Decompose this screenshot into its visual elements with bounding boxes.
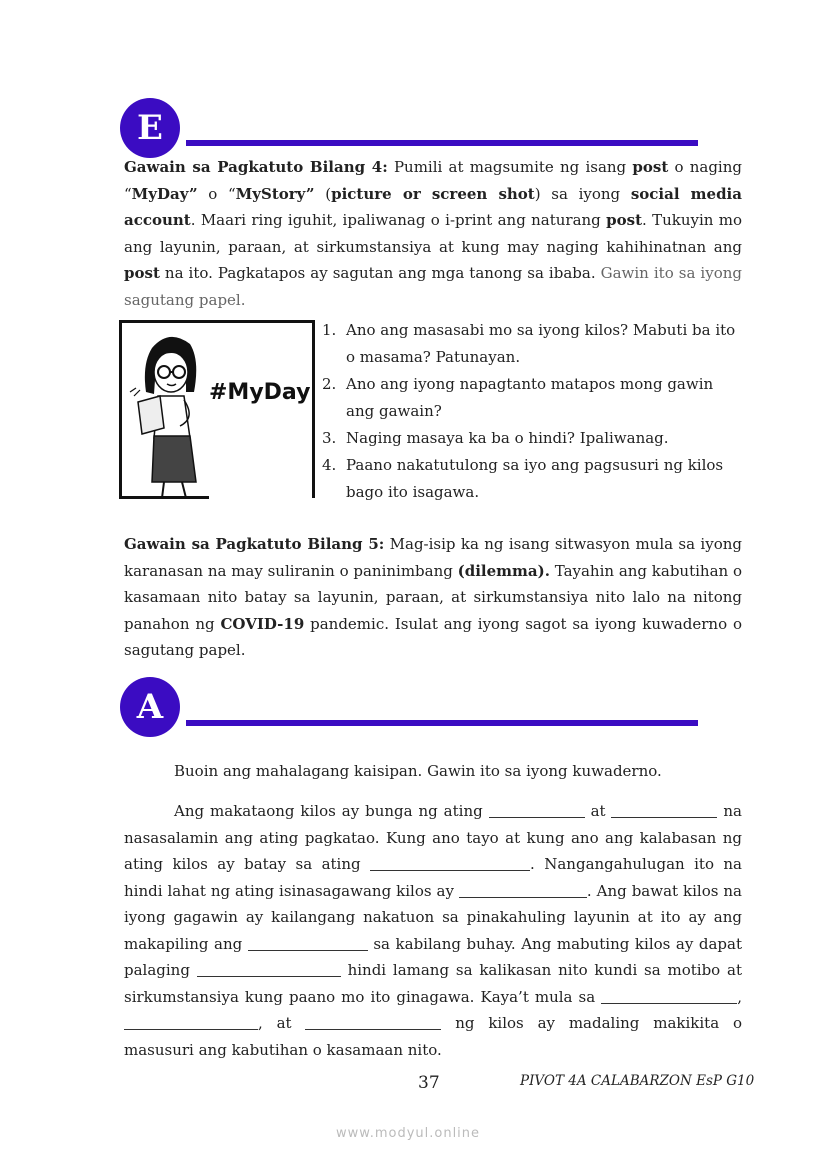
text: Mag-isip ka ng isang sitwasyon mula sa iyong karanasan na may suliranin o paninimbang <box>124 535 742 580</box>
footer-tag: PIVOT 4A CALABARZON EsP G10 <box>520 1073 755 1089</box>
reflection-questions <box>322 317 742 506</box>
text: , at <box>258 1014 306 1032</box>
fill-in-blanks-paragraph <box>124 798 742 1063</box>
question-number: 3. <box>322 429 337 447</box>
question-item <box>322 317 742 371</box>
text: o “ <box>197 184 236 203</box>
text: Pumili at magsumite ng isang <box>387 158 633 176</box>
question-number: 4. <box>322 456 337 474</box>
site-watermark: www.modyul.online <box>336 1126 481 1141</box>
question-text: Ano ang masasabi mo sa iyong kilos? Mabuti ba ito o masama? Patunayan. <box>346 321 736 366</box>
text: ( <box>314 184 332 203</box>
blank-field[interactable] <box>459 882 587 898</box>
text: na ito. Pagkatapos ay sagutan ang mga tanong sa ibaba. <box>159 264 601 282</box>
text: o naging “ <box>124 158 742 203</box>
question-text: Naging masaya ka ba o hindi? Ipaliwanag. <box>346 429 669 447</box>
text: Tayahin ang kabutihan o kasamaan nito batay sa layunin, paraan, at sirkumstansiya nito lalo na nitong panahon ng <box>124 561 742 633</box>
post-term: post <box>632 158 669 176</box>
girl-reading-illustration <box>124 326 214 498</box>
question-text: Paano nakatutulong sa iyo ang pagsusuri ng kilos bago ito isagawa. <box>346 456 724 501</box>
text: . Maari ring iguhit, ipaliwanag o i-print ang naturang <box>190 211 607 229</box>
section-a-divider <box>186 720 698 726</box>
post-term: post <box>606 211 642 229</box>
activity-5-label: Gawain sa Pagkatuto Bilang 5: <box>124 535 385 553</box>
question-item <box>322 371 742 425</box>
text: . Nangangahulugan ito na hindi lahat ng ating isinasagawang kilos ay <box>124 855 742 900</box>
social-media-term: social media account <box>124 184 742 229</box>
activity-4-label: Gawain sa Pagkatuto Bilang 4: <box>124 158 388 176</box>
text: hindi lamang sa kalikasan nito kundi sa motibo at sirkumstansiya kung paano mo ito ginagawa. Kaya’t mula sa <box>124 961 742 1006</box>
section-e-badge: E <box>120 98 180 158</box>
text: Ang makataong kilos ay bunga ng ating <box>174 802 489 820</box>
blank-field[interactable] <box>197 961 341 977</box>
text: ng kilos ay madaling makikita o masusuri ang kabutihan o kasamaan nito. <box>124 1014 742 1059</box>
activity-5-paragraph <box>124 531 742 664</box>
post-term: post <box>124 264 160 282</box>
text: , <box>737 987 742 1006</box>
question-text: Ano ang iyong napagtanto matapos mong gawin ang gawain? <box>346 375 714 420</box>
section-a-instruction: Buoin ang mahalagang kaisipan. Gawin ito sa iyong kuwaderno. <box>174 762 662 780</box>
blank-field[interactable] <box>611 802 717 818</box>
question-number: 2. <box>322 375 337 393</box>
question-number: 1. <box>322 321 337 339</box>
myday-term: MyDay” <box>131 184 198 203</box>
dilemma-term: (dilemma). <box>457 561 550 580</box>
picture-term: picture or screen shot <box>331 184 535 203</box>
question-item <box>322 452 742 506</box>
blank-field[interactable] <box>248 935 368 951</box>
text: at <box>584 802 612 820</box>
section-e-divider <box>186 140 698 146</box>
activity-4-paragraph <box>124 154 742 313</box>
blank-field[interactable] <box>124 1014 258 1030</box>
text: ) sa iyong <box>534 184 631 203</box>
blank-field[interactable] <box>489 802 585 818</box>
covid-term: COVID-19 <box>220 614 305 633</box>
instruction-note: Gawin ito sa iyong sagutang papel. <box>124 264 743 309</box>
blank-field[interactable] <box>601 988 737 1004</box>
blank-field[interactable] <box>370 855 530 871</box>
section-a-badge: A <box>120 677 180 737</box>
question-item <box>322 425 742 452</box>
myday-label: #MyDay <box>209 380 311 405</box>
text: . Tukuyin mo ang layunin, paraan, at sirkumstansiya at kung may naging kahihinatnan ang <box>124 211 743 256</box>
text: pandemic. Isulat ang iyong sagot sa iyong kuwaderno o sagutang papel. <box>124 614 742 659</box>
text: na nasasalamin ang ating pagkatao. Kung ano tayo at kung ano ang kalabasan ng ating kilos ay batay sa ating <box>124 802 742 873</box>
blank-field[interactable] <box>305 1014 441 1030</box>
text: . Ang bawat kilos na iyong gagawin ay kailangang nakatuon sa pinakahuling layunin at ito ay ang makapiling ang <box>124 881 743 953</box>
page-number: 37 <box>418 1073 440 1093</box>
mystory-term: MyStory” <box>235 184 315 203</box>
text: sa kabilang buhay. Ang mabuting kilos ay dapat palaging <box>124 934 742 979</box>
